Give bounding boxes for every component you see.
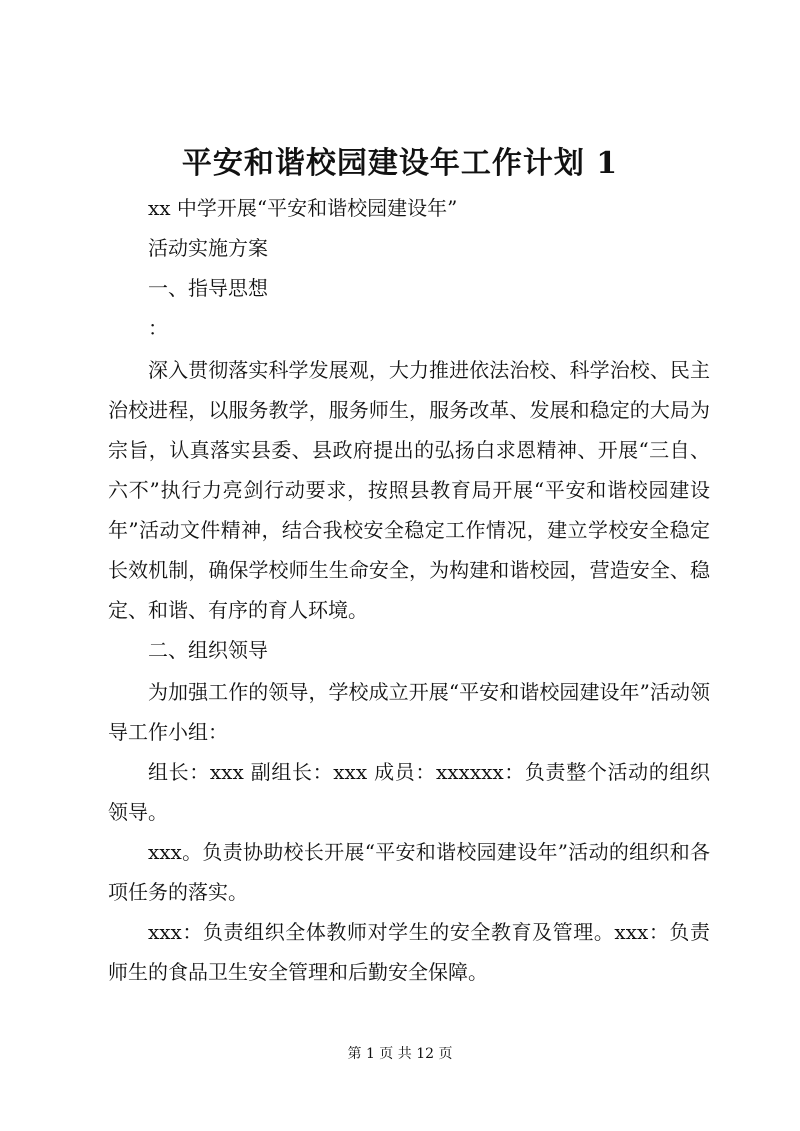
document-title: 平安和谐校园建设年工作计划 1 xyxy=(181,146,619,181)
paragraph-colon: ： xyxy=(148,316,168,340)
section-heading-organization: 二、组织领导 xyxy=(148,638,268,662)
paragraph-implementation-plan: 活动实施方案 xyxy=(148,236,268,260)
section-heading-guiding-ideology: 一、指导思想 xyxy=(148,276,268,300)
paragraph-safety-responsibilities: xxx：负责组织全体教师对学生的安全教育及管理。xxx：负责师生的食品卫生安全管理和后勤安全保障。 xyxy=(108,920,710,984)
paragraph-assistant-responsibility: xxx。负责协助校长开展“平安和谐校园建设年”活动的组织和各项任务的落实。 xyxy=(108,840,710,904)
paragraph-school-activity: xx 中学开展“平安和谐校园建设年” xyxy=(148,196,458,220)
paragraph-leadership-group: 为加强工作的领导，学校成立开展“平安和谐校园建设年”活动领导工作小组： xyxy=(108,680,710,744)
paragraph-guiding-ideology-body: 深入贯彻落实科学发展观，大力推进依法治校、科学治校、民主治校进程，以服务教学，服务师生，服务改革、发展和稳定的大局为宗旨，认真落实县委、县政府提出的弘扬白求恩精神、开展“三自、六不”执行力亮剑行动要求，按照县教育局开展“平安和谐校园建设年”活动文件精神，结合我校安全稳定工作情况，建立学校安全稳定长效机制，确保学校师生生命安全，为构建和谐校园，营造安全、稳定、和谐、有序的育人环境。 xyxy=(108,358,710,622)
paragraph-group-members: 组长：xxx 副组长：xxx 成员：xxxxxx：负责整个活动的组织领导。 xyxy=(108,760,710,824)
page-footer: 第 1 页 共 12 页 xyxy=(347,1046,453,1062)
